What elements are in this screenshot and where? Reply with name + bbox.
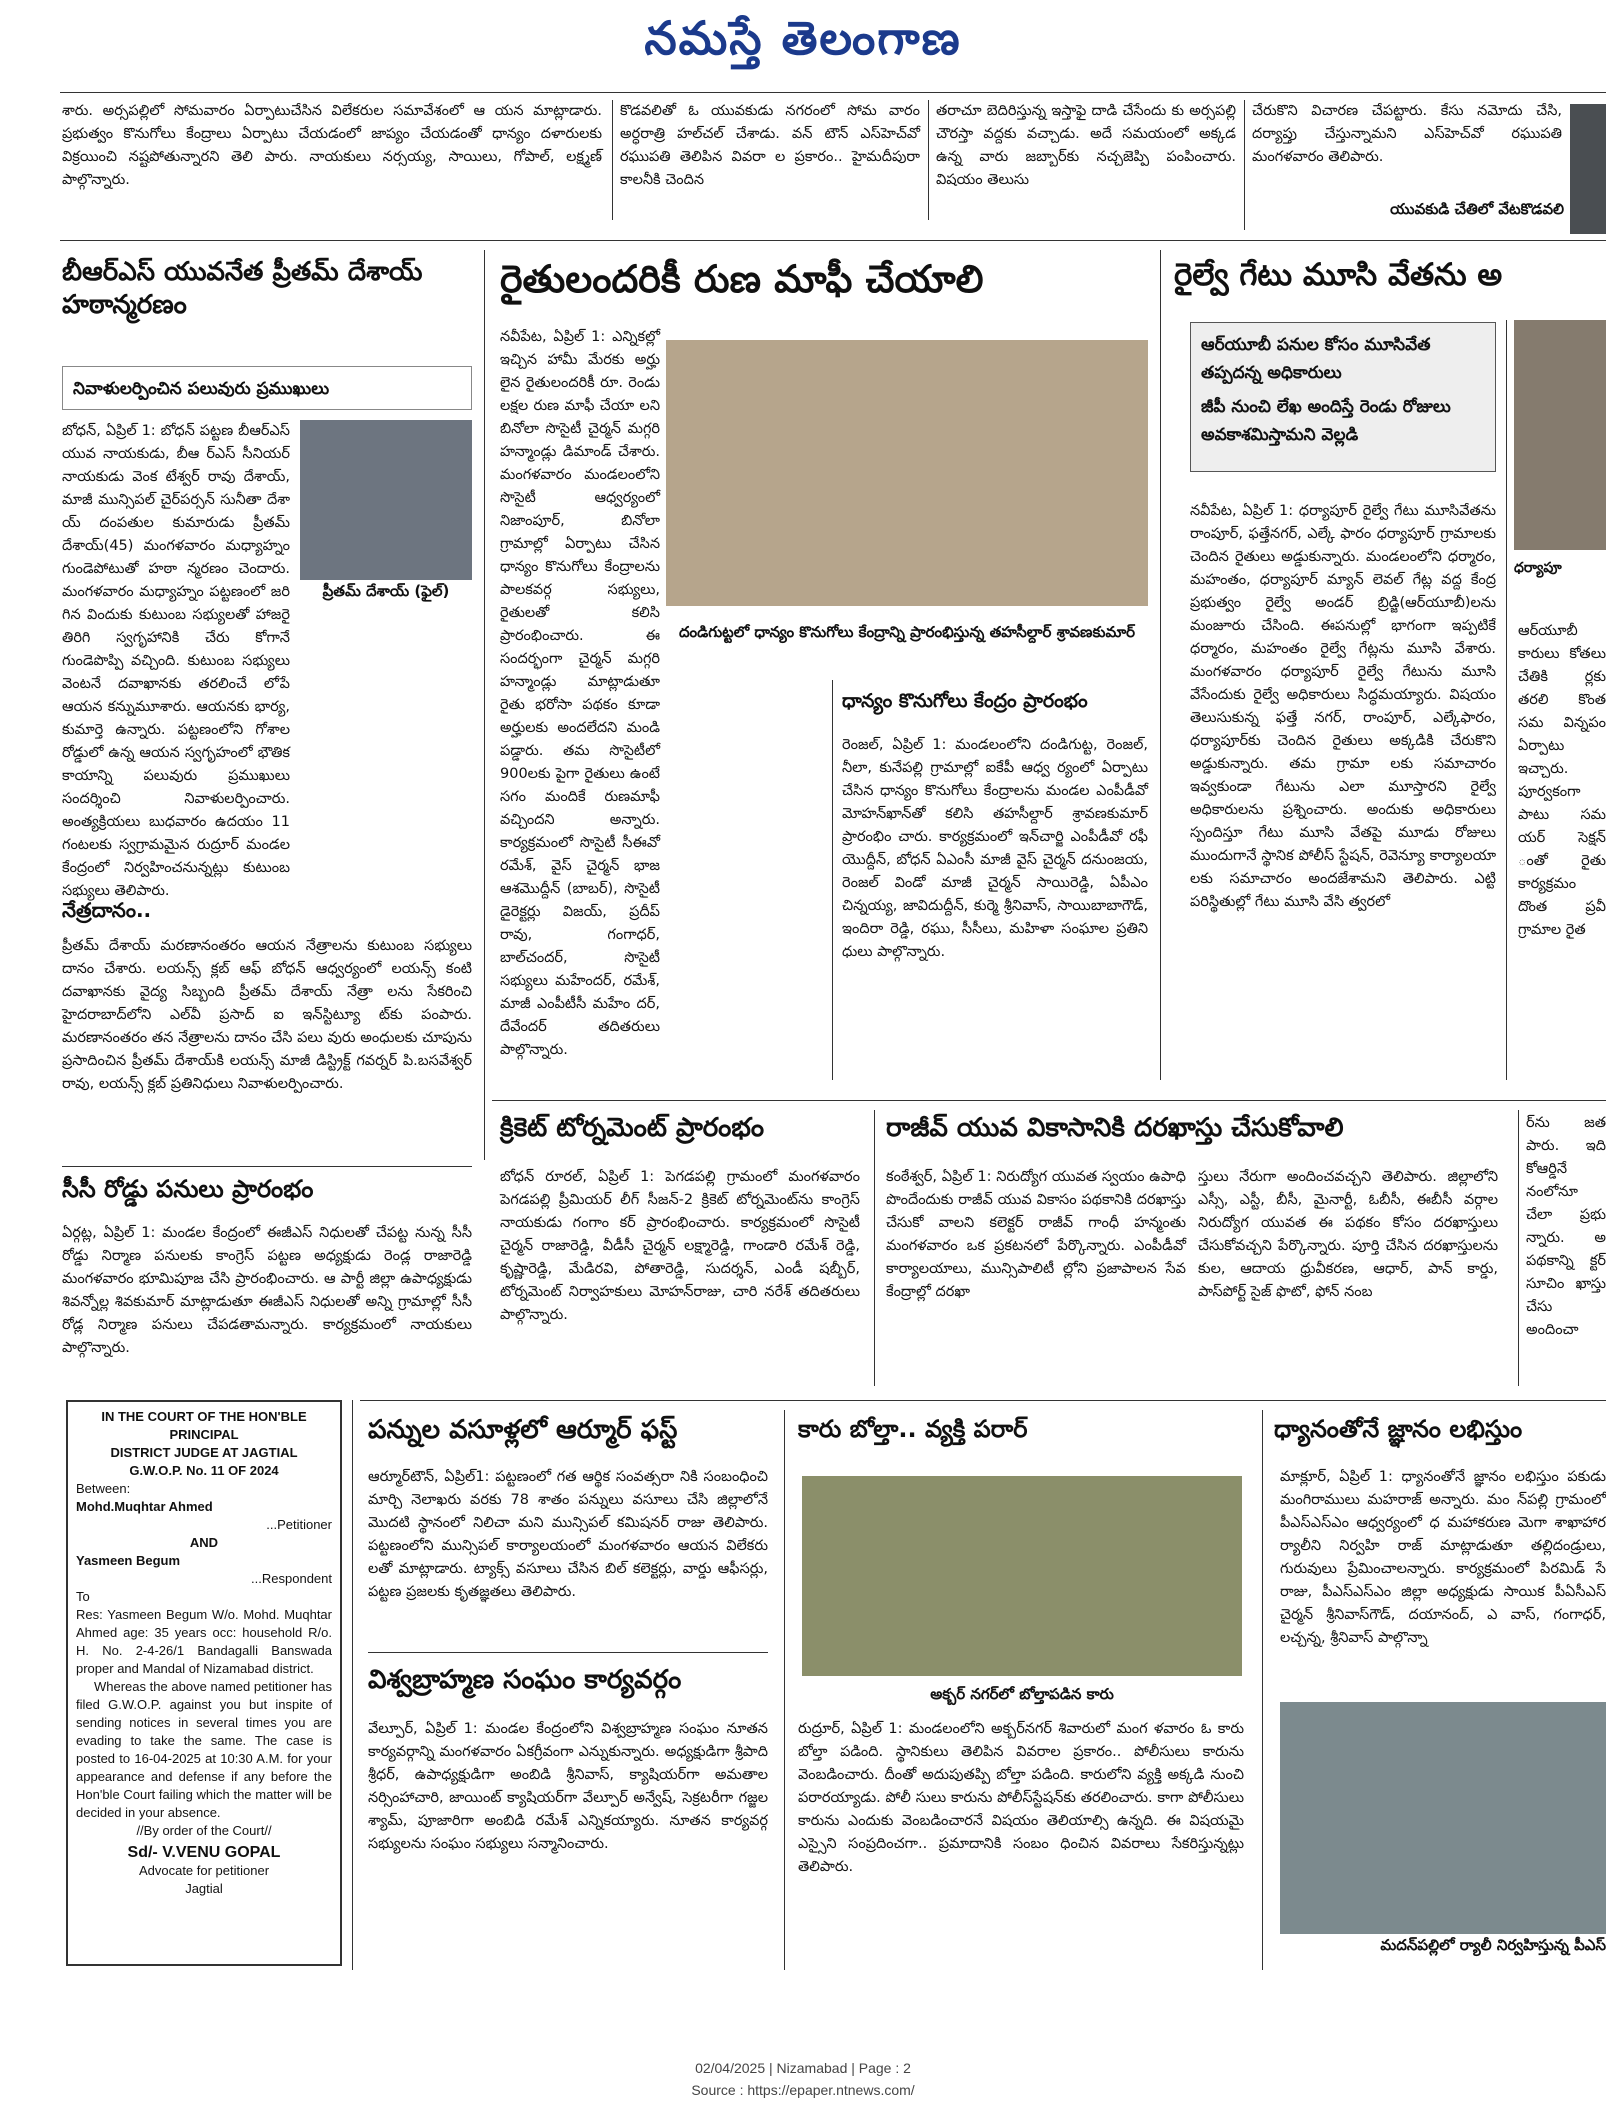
right-fragment-col-b: ర్‌ను జత పారు. ఇది కోఆర్డినే నంలోనూ చేలా ప్రభు న్నారు. అ పథకాన్ని క్టర్ సూచిం ఖాస్తు చేసు అందించా bbox=[1526, 1115, 1606, 1338]
top-strip-photo bbox=[1570, 104, 1606, 234]
rajiv-body-right: స్తులు నేరుగా అందించవచ్చని తెలిపారు. జిల్లాలోని ఎస్సీ, ఎస్టీ, బీసీ, మైనార్టీ, ఓబీసీ, ఈబీసీ వర్గాల నిరుద్యోగ యువత ఈ పథకం కోసం దరఖాస్తులు చేసుకోవచ్చని పేర్కొన్నారు. పూర్తి చేసిన దరఖాస్తులను కుల, ఆదాయ ధ్రువీకరణ, ఆధార్, పాన్ కార్డు, పాస్‌పోర్ట్ సైజ్ ఫొటో, ఫోన్ నంబ bbox=[1198, 1169, 1498, 1300]
car-body: రుద్రూర్, ఏప్రిల్ 1: మండలంలోని అక్బర్‌నగర్ శివారులో మంగ ళవారం ఓ కారు బోల్తా పడింది. స్థానికులు తెలిపిన వివరాల ప్రకారం.. పోలీసులు కారును వెంబడించారు. దీంతో అదుపుతప్పి బోల్తా పడింది. కారులోని వ్యక్తి అక్కడి నుంచి పరారయ్యాడు. పోలీ సులు కారును పోలీస్‌స్టేషన్‌కు తరలించారు. కాగా పోలీసులు కారును ఎందుకు వెంబడించారనే విషయం తెలియాల్సి ఉన్నది. ఈ విషయమై ఎస్సైని సంప్రదించగా.. ప్రమాదానికి సంబం ధించిన వివరాలు సేకరిస్తున్నట్లు తెలిపారు. bbox=[798, 1721, 1244, 1875]
column-divider bbox=[832, 680, 833, 1080]
notice-to: To bbox=[76, 1589, 90, 1604]
vishwa-headline: విశ్వబ్రాహ్మణ సంఘం కార్యవర్గం bbox=[368, 1665, 682, 1695]
loan-headline: రైతులందరికీ రుణ మాఫీ చేయాలి bbox=[500, 257, 984, 301]
notice-respondent-label: ...Respondent bbox=[251, 1571, 332, 1586]
column-divider bbox=[784, 1410, 785, 1970]
pritam-netradanam-subhead: నేత్రదానం.. bbox=[62, 898, 152, 922]
column-divider bbox=[928, 100, 929, 220]
court-notice bbox=[66, 1400, 342, 1966]
notice-body: Whereas the above named petitioner has filed G.W.O.P. against you but inspite of sending notices in several times you are evading to take the same. The case is posted to 16-04-2025 at 10:30 A.M. for your appearance and defense if any before the Hon'ble Court failing which the matter will be decided in your absence. bbox=[76, 1679, 332, 1820]
footer-date-page: 02/04/2025 | Nizamabad | Page : 2 bbox=[695, 2060, 911, 2076]
meditation-body: మాక్లూర్, ఏప్రిల్ 1: ధ్యానంతోనే జ్ఞానం లభిస్తుం పకుడు మంగిరాములు మహరాజ్ అన్నారు. మం న్‌పల్లి గ్రామంలో పీఎస్‌ఎస్‌ఎం ఆధ్వర్యంలో ధ మహాకరుణ మెగా శాఖాహార ర్యాలీని నిర్వహి రాజ్ మాట్లాడుతూ తల్లిదండ్రులు, గురువులు ప్రేమించాలన్నారు. కార్యక్రమంలో పిరమిడ్ సే రాజు, పీఎస్‌ఎస్‌ఎం జిల్లా అధ్యక్షుడు సాయిక పీఏసీఎస్ చైర్మన్ శ్రీనివాస్‌గౌడ్, దయానంద్, ఎ వాస్, గంగాధర్, లచ్చన్న, శ్రీనివాస్ పాల్గొన్నా bbox=[1280, 1469, 1606, 1646]
railway-body: నవీపేట, ఏప్రిల్ 1: ధర్యాపూర్ రైల్వే గేటు మూసివేతను రాంపూర్, ఫత్తేనగర్, ఎల్కే ఫారం ధర్యాపూర్ గ్రామాలకు చెందిన రైతులు అడ్డుకున్నారు. మండలంలోని ధర్మారం, మహంతం, ధర్యాపూర్ మ్యాన్ లెవల్ గేట్ల వద్ద కేంద్ర ప్రభుత్వం రైల్వే అండర్ బ్రిడ్జి(ఆర్‌యూబీ)లను మంజూరు చేసింది. ఈపనుల్లో భాగంగా ఇప్పటికే ధర్మారం, మహంతం రైల్వే గేట్లను మూసి వేశారు. మంగళవారం ధర్యాపూర్ రైల్వే గేటును మూసి వేసేందుకు రైల్వే అధికారులు సిద్ధమయ్యారు. విషయం తెలుసుకున్న ఫత్తే నగర్, రాంపూర్, ఎల్కేఫారం, ధర్యాపూర్‌కు చెందిన రైతులు అక్కడికి చేరుకొని అడ్డుకున్నారు. తమ గ్రామా లకు సమాచారం ఇవ్వకుండా గేటును ఎలా మూస్తారని రైల్వే అధికారులను ప్రశ్నించారు. అందుకు అధికారులు స్పందిస్తూ గేటు మూసి వేతపై మూడు రోజులు ముందుగానే స్థానిక పోలీస్ స్టేషన్, రెవెన్యూ కార్యాలయా లకు సమాచారం అందజేశామని తెలిపారు. ఎట్టి పరిస్థితుల్లో గేటు మూసి వేసి త్వరలో bbox=[1190, 503, 1496, 910]
pritam-bullet: నివాళులర్పించిన పలువురు ప్రముఖులు bbox=[73, 379, 330, 399]
section-rule bbox=[360, 1400, 1606, 1401]
top-strip-caption: యువకుడి చేతిలో వేటకొడవలి bbox=[1390, 200, 1564, 218]
notice-court-line2: DISTRICT JUDGE AT JAGTIAL bbox=[110, 1445, 298, 1460]
pritam-photo-caption: ప్రీతమ్ దేశాయ్ (ఫైల్) bbox=[322, 582, 450, 600]
pritam-subhead-box bbox=[62, 366, 472, 410]
meditation-photo-caption: మదన్‌పల్లిలో ర్యాలీ నిర్వహిస్తున్న పీఎస్ bbox=[1380, 1936, 1606, 1954]
pritam-photo bbox=[300, 420, 472, 580]
meditation-photo bbox=[1280, 1702, 1606, 1934]
column-divider bbox=[1262, 1410, 1263, 1970]
grain-headline: ధాన్యం కొనుగోలు కేంద్రం ప్రారంభం bbox=[842, 690, 1088, 712]
notice-petitioner-name: Mohd.Muqhtar Ahmed bbox=[76, 1499, 213, 1514]
section-rule bbox=[368, 1652, 768, 1653]
ccroad-body: ఏర్గట్ల, ఏప్రిల్ 1: మండల కేంద్రంలో ఈజీఎస్ నిధులతో చేపట్ట నున్న సీసీ రోడ్డు నిర్మాణ పనులకు కాంగ్రెస్ పట్టణ అధ్యక్షుడు రెండ్ల రాజారెడ్డి మంగళవారం భూమిపూజ చేసి ప్రారంభించారు. ఆ పార్టీ జిల్లా ఉపాధ్యక్షుడు శివన్నోల్ల శివకుమార్ మాట్లాడుతూ ఈజీఎస్ నిధులతో అన్ని గ్రామాల్లో సీసీ రోడ్ల నిర్మాణ పనులు చేపడతామన్నారు. కార్యక్రమంలో నాయకులు పాల్గొన్నారు. bbox=[62, 1225, 472, 1356]
top-strip-col1: శారు. అర్సపల్లిలో సోమవారం ఏర్పాటుచేసిన విలేకరుల సమావేశంలో ఆ యన మాట్లాడారు. ప్రభుత్వం కొనుగోలు కేంద్రాలు ఏర్పాటు చేయడంలో జాప్యం చేయడంతో ధాన్యం దళారులకు విక్రయించి నష్టపోతున్నారని తెలి పారు. నాయకులు నర్సయ్య, సాయిలు, గోపాల్, లక్ష్మణ్ పాల్గొన్నారు. bbox=[62, 103, 602, 188]
notice-respondent-name: Yasmeen Begum bbox=[76, 1553, 181, 1568]
ccroad-headline: సీసీ రోడ్డు పనులు ప్రారంభం bbox=[62, 1175, 314, 1203]
column-divider bbox=[612, 100, 613, 220]
notice-advocate: Advocate for petitioner bbox=[138, 1863, 270, 1878]
pritam-body-netradanam: ప్రీతమ్ దేశాయ్ మరణానంతరం ఆయన నేత్రాలను కుటుంబ సభ్యులు దానం చేశారు. లయన్స్ క్లబ్ ఆఫ్ బోధన్ ఆధ్వర్యంలో లయన్స్ కంటి దవాఖానకు వైద్య సిబ్బంది ప్రీతమ్ దేశాయ్ నేత్రా లను సేకరించి హైదరాబాద్‌లోని ఎల్‌వీ ప్రసాద్ ఐ ఇన్‌స్టిట్యూ ట్‌కు పంపారు. మరణానంతరం తన నేత్రాలను దానం చేసి పలు వురు అంధులకు చూపును ప్రసాదించిన ప్రీతమ్ దేశాయ్‌కి లయన్స్ మాజీ డిస్ట్రిక్ట్ గవర్నర్ పి.బసవేశ్వర్ రావు, లయన్స్ క్లబ్ ప్రతినిధులు నివాళులర్పించారు. bbox=[62, 938, 472, 1092]
loan-body-narrow: నవీపేట, ఏప్రిల్ 1: ఎన్నికల్లో ఇచ్చిన హామీ మేరకు అర్హు లైన రైతులందరికీ రూ. రెండు లక్షల రుణ మాఫీ చేయా లని బినోలా సొసైటీ చైర్మన్ మగ్గరి హన్మాండ్లు డిమాండ్ చేశారు. మంగళవారం మండలంలోని సొసైటీ ఆధ్వర్యంలో నిజాంపూర్, బినోలా గ్రామాల్లో ఏర్పాటు చేసిన ధాన్యం కొనుగోలు కేంద్రాలను పాలకవర్గ సభ్యులు, రైతులతో కలిసి ప్రారంభించారు. ఈ సందర్భంగా చైర్మన్ మగ్గరి హన్మాండ్లు మాట్లాడుతూ రైతు భరోసా పథకం కూడా అర్హులకు అందలేదని మండి పడ్డారు. తమ సొసైటీలో 900లకు పైగా రైతులు ఉంటే సగం మందికే రుణమాఫీ వచ్చిందని అన్నారు. కార్యక్రమంలో సొసైటీ సీఈవో రమేశ్, వైస్ చైర్మన్ భాజ ఆశమొద్దీన్ (బాబర్), సొసైటీ డైరెక్టర్లు విజయ్, ప్రదీప్ రావు, గంగాధర్, బాల్‌చందర్, సొసైటీ సభ్యులు మహేందర్, రమేశ్, మాజీ ఎంపీటీసీ మహేం దర్, దేవేందర్ తదితరులు పాల్గొన్నారు. bbox=[500, 329, 660, 1058]
rajiv-body-left: కంఠేశ్వర్, ఏప్రిల్ 1: నిరుద్యోగ యువత స్వయం ఉపాధి పొందేందుకు రాజీవ్ యువ వికాసం పథకానికి దరఖాస్తు చేసుకో వాలని కలెక్టర్ రాజీవ్ గాంధీ హన్మంతు మంగళవారం ఒక ప్రకటనలో పేర్కొన్నారు. ఎంపీడీవో కార్యాలయాలు, మున్సిపాలిటీ ల్లోని ప్రజాపాలన సేవ కేంద్రాల్లో దరఖా bbox=[886, 1169, 1186, 1300]
notice-between: Between: bbox=[76, 1481, 131, 1496]
car-photo-caption: అక్బర్ నగర్‌లో బోల్తాపడిన కారు bbox=[930, 1685, 1114, 1703]
railway-bullet-2: జీపీ నుంచి లేఖ అందిస్తే రెండు రోజులు అవకాశమిస్తామని వెల్లడి bbox=[1201, 397, 1451, 445]
column-divider bbox=[352, 1400, 353, 1970]
column-divider bbox=[484, 250, 485, 1160]
grain-body: రెంజల్, ఏప్రిల్ 1: మండలంలోని దండిగుట్ట, రెంజల్, నీలా, కునేపల్లి గ్రామాల్లో ఐకేపీ ఆధ్వ ర్యంలో ఏర్పాటు చేసిన ధాన్యం కొనుగోలు కేంద్రాలను మండల ఎంపీడీవో మోహన్‌ఖాన్‌తో కలిసి తహసీల్దార్ శ్రావణకుమార్ ప్రారంభిం చారు. కార్యక్రమంలో ఇన్‌చార్జి ఎంపీడీవో రఫీ యొద్దీన్, బోధన్ ఏఎంసీ మాజీ వైస్ చైర్మన్ దనుంజయ, రెంజల్ విండో మాజీ చైర్మన్ సాయిరెడ్డి, ఏపీఎం చిన్నయ్య, జావిదుద్దీన్, కుర్మె శ్రీనివాస్, సాయిబాబాగౌడ్, ఇందిరా రెడ్డి, రఘు, సీసీలు, మహిళా సంఘాల ప్రతిని ధులు పాల్గొన్నారు. bbox=[842, 737, 1148, 960]
railway-headline: రైల్వే గేటు మూసి వేతను అ bbox=[1174, 257, 1503, 293]
car-headline: కారు బోల్తా.. వ్యక్తి పరార్ bbox=[798, 1415, 1028, 1443]
taxes-headline: పన్నుల వసూళ్లలో ఆర్మూర్ ఫస్ట్ bbox=[368, 1415, 678, 1445]
loan-photo bbox=[666, 340, 1148, 606]
rajiv-headline: రాజీవ్ యువ వికాసానికి దరఖాస్తు చేసుకోవాలి bbox=[886, 1113, 1344, 1143]
cricket-body: బోధన్ రూరల్, ఏప్రిల్ 1: పెగడపల్లి గ్రామంలో మంగళవారం పెగడపల్లి ప్రీమియర్ లీగ్ సీజన్-2 క్రికెట్ టోర్నమెంట్‌ను కాంగ్రెస్ నాయకుడు గంగాం కర్ ప్రారంభించారు. కార్యక్రమంలో సొసైటీ చైర్మన్ రాజారెడ్డి, వీడీసీ చైర్మన్ లక్ష్మారెడ్డి, గాండారి రమేశ్ రెడ్డి, కృష్ణారెడ్డి, మేడిరవి, పోతారెడ్డి, సుదర్శన్, ఎండీ షబ్బీర్, టోర్నమెంట్ నిర్వాహకులు మోహన్‌రాజు, చారి నరేశ్ తదితరులు పాల్గొన్నారు. bbox=[500, 1169, 860, 1323]
notice-order: //By order of the Court// bbox=[136, 1823, 272, 1838]
taxes-body: ఆర్మూర్‌టౌన్, ఏప్రిల్1: పట్టణంలో గత ఆర్థిక సంవత్సరా నికి సంబంధించి మార్చి నెలాఖరు వరకు 78 శాతం పన్నులు వసూలు చేసి జిల్లాలోనే మొదటి స్థానంలో నిలిచా మని మున్సిపల్ కమిషనర్ రాజు తెలిపారు. పట్టణంలోని మున్సిపల్ కార్యాలయంలో మంగళవారం ఆయన విలేకరు లతో మాట్లాడారు. ట్యాక్స్ వసూలు చేసిన బిల్ కలెక్టర్లు, వార్డు ఆఫీసర్లు, పట్టణ ప్రజలకు కృతజ్ఞతలు తెలిపారు. bbox=[368, 1469, 768, 1600]
notice-signature: Sd/- V.VENU GOPAL bbox=[127, 1844, 281, 1861]
section-rule bbox=[492, 1100, 1606, 1101]
column-divider bbox=[1244, 100, 1245, 230]
top-rule bbox=[60, 92, 1606, 93]
right-fragment-col-a: ఆర్‌యూబీ కారులు కోతలు చేతికి ర్లకు తరలి కొంత సమ విన్నపం ఏర్పాటు ఇచ్చారు. పూర్వకంగా పాటు సమ యర్ సెక్షన్ ంతో రైతు కార్యక్రమం దొంత ప్రవీ గ్రామాల రైత bbox=[1518, 623, 1606, 938]
column-divider bbox=[874, 1110, 875, 1386]
railway-bullet-box bbox=[1190, 322, 1496, 472]
notice-petitioner-label: ...Petitioner bbox=[266, 1517, 332, 1532]
top-strip-col4: చేరుకొని విచారణ చేపట్టారు. కేసు నమోదు చేసి, దర్యాప్తు చేస్తున్నామని ఎస్‌హెచ్‌వో రఘుపతి మంగళవారం తెలిపారు. bbox=[1252, 103, 1562, 165]
footer-source: Source : https://epaper.ntnews.com/ bbox=[691, 2082, 915, 2098]
loan-photo-caption: దండిగుట్టలో ధాన్యం కొనుగోలు కేంద్రాన్ని ప్రారంభిస్తున్న తహసీల్దార్ శ్రావణకుమార్ bbox=[678, 623, 1136, 641]
notice-court-line1: IN THE COURT OF THE HON'BLE PRINCIPAL bbox=[101, 1409, 307, 1442]
car-photo bbox=[802, 1476, 1242, 1676]
vishwa-body: వేల్పూర్, ఏప్రిల్ 1: మండల కేంద్రంలోని విశ్వబ్రాహ్మణ సంఘం నూతన కార్యవర్గాన్ని మంగళవారం ఏకగ్రీవంగా ఎన్నుకున్నారు. అధ్యక్షుడిగా శ్రీపాది శ్రీధర్, ఉపాధ్యక్షుడిగా అంబిడి శ్రీనివాస్, క్యాషియర్‌గా అమతాల నర్సింహాచారి, జాయింట్ క్యాషియర్‌గా వేల్పూర్ అన్వేష్, సెక్రటరీగా గజ్జల శ్యామ్, పూజారిగా అంబిడి రమేశ్ ఎన్నికయ్యారు. నూతన కార్యవర్గ సభ్యులను సంఘం సభ్యులు సన్మానించారు. bbox=[368, 1721, 768, 1852]
meditation-headline: ధ్యానంతోనే జ్ఞానం లభిస్తుం bbox=[1274, 1415, 1523, 1443]
pritam-body-top: బోధన్, ఏప్రిల్ 1: బోధన్ పట్టణ బీఆర్‌ఎస్ యువ నాయకుడు, బీఆ ర్‌ఎస్ సీనియర్ నాయకుడు వెంక టేశ్వర్ రావు దేశాయ్, మాజీ మున్సిపల్ చైర్‌పర్సన్ సునీతా దేశా య్ దంపతుల కుమారుడు ప్రీతమ్ దేశాయ్(45) మంగళవారం మధ్యాహ్నం గుండెపోటుతో హఠా న్మరణం చెందారు. మంగళవారం మధ్యాహ్నం పట్టణంలో జరి గిన విందుకు కుటుంబ సభ్యులతో హాజరై తిరిగి స్వగృహానికి చేరు కోగానే గుండెపొప్పి వచ్చింది. కుటుంబ సభ్యులు వెంటనే దవాఖానకు తరలించే లోపే ఆయన కన్నుమూశారు. ఆయనకు భార్య, కుమార్తె ఉన్నారు. పట్టణంలోని గోశాల రోడ్డులో ఉన్న ఆయన స్వగృహంలో భౌతిక కాయాన్ని పలువురు ప్రముఖులు సందర్శించి నివాళులర్పించారు. అంత్యక్రియలు బుధవారం ఉదయం 11 గంటలకు స్వగ్రామమైన రుద్రూర్ మండల కేంద్రంలో నిర్వహించనున్నట్లు కుటుంబ సభ్యులు తెలిపారు. bbox=[62, 423, 290, 899]
railway-bullet-1: ఆర్‌యూబీ పనుల కోసం మూసివేత తప్పదన్న అధికారులు bbox=[1201, 335, 1431, 383]
top-strip-col2: కొడవలితో ఓ యువకుడు నగరంలో సోమ వారం అర్ధరాత్రి హల్‌చల్ చేశాడు. వన్ టౌన్ ఎస్‌హెచ్‌వో రఘుపతి తెలిపిన వివరా ల ప్రకారం.. హైమదీపురా కాలనీకి చెందిన bbox=[620, 103, 920, 188]
column-divider bbox=[1160, 250, 1161, 1080]
railway-photo-caption: ధర్యాపూ bbox=[1514, 560, 1562, 576]
notice-place: Jagtial bbox=[185, 1881, 223, 1896]
pritam-headline: బీఆర్‌ఎస్ యువనేత ప్రీతమ్ దేశాయ్ హఠాన్మరణం bbox=[62, 257, 423, 320]
masthead-title: నమస్తే తెలంగాణ bbox=[644, 11, 962, 65]
notice-address: Res: Yasmeen Begum W/o. Mohd. Muqhtar Ahmed age: 35 years occ: household R/o. H. No. 2-4-26/1 Bandagalli Banswada proper and Mandal of Nizamabad district. bbox=[76, 1607, 332, 1676]
column-divider bbox=[1506, 320, 1507, 1080]
cricket-headline: క్రికెట్ టోర్నమెంట్ ప్రారంభం bbox=[500, 1113, 765, 1143]
notice-and: AND bbox=[189, 1535, 219, 1550]
railway-photo bbox=[1514, 320, 1606, 550]
notice-case-number: G.W.O.P. No. 11 OF 2024 bbox=[129, 1463, 279, 1478]
top-strip-col3: తరాచూ బెదిరిస్తున్న ఇస్తాఫై దాడి చేసేందు కు అర్సపల్లి చౌరస్తా వద్దకు వచ్చాడు. అదే సమయంలో అక్కడ ఉన్న వారు జబ్బార్‌కు నచ్చజెప్పి పంపించారు. విషయం తెలుసు bbox=[936, 103, 1236, 188]
section-rule bbox=[62, 1166, 472, 1167]
section-rule bbox=[60, 240, 1606, 241]
column-divider bbox=[1518, 1110, 1519, 1386]
